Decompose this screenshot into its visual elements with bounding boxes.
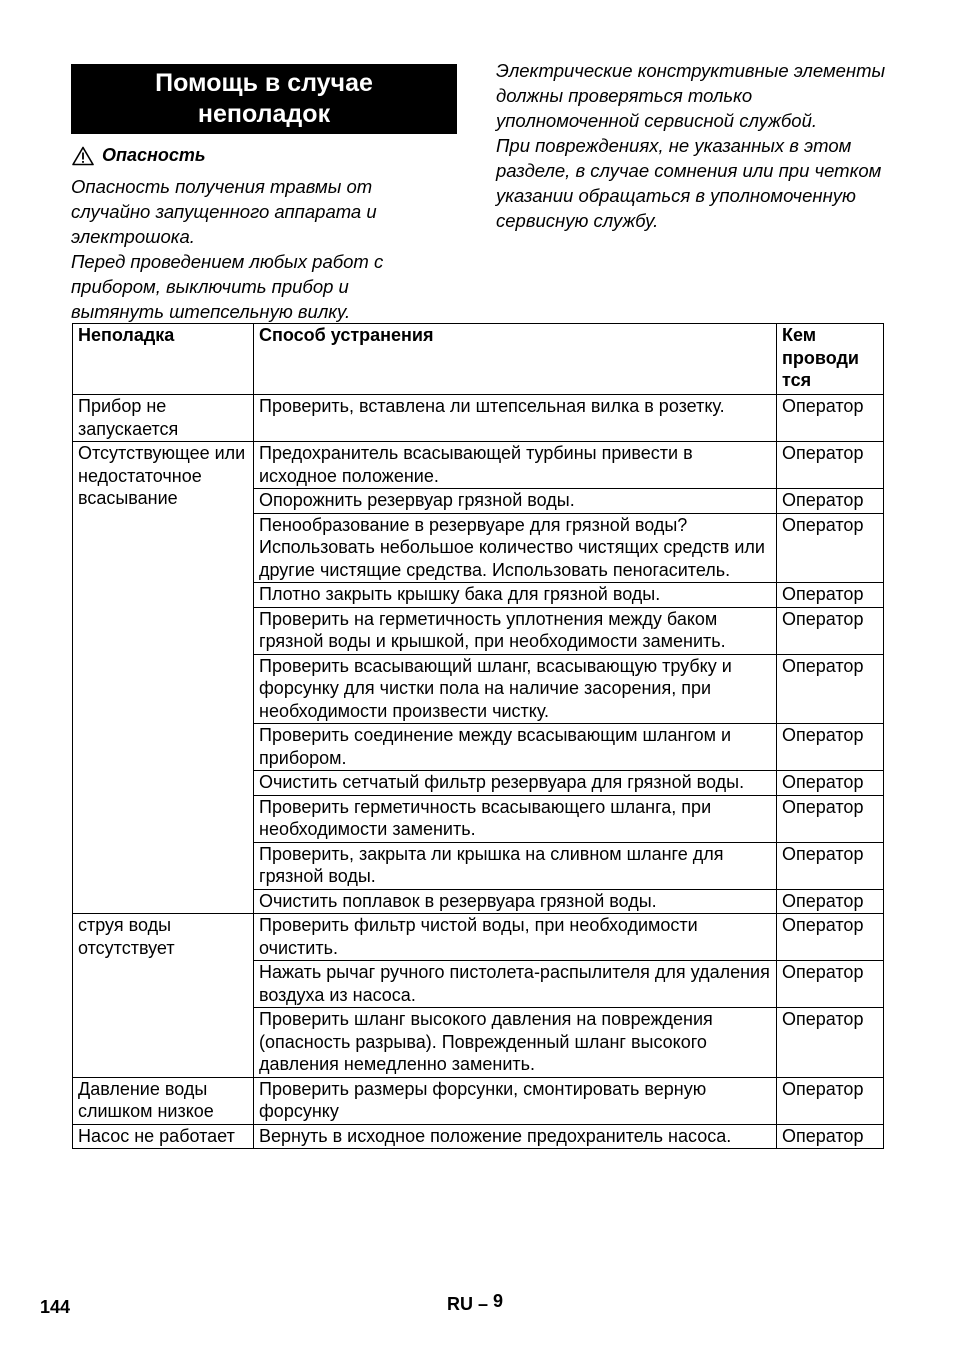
who-cell: Оператор — [777, 842, 884, 889]
who-cell: Оператор — [777, 1124, 884, 1149]
footer-dash: – — [478, 1294, 489, 1314]
service-note-paragraph-2: При повреждениях, не указанных в этом разделе, в случае сомнения или при четком указании обращаться в уполномоченную сервисную службу. — [496, 135, 882, 231]
remedy-cell: Проверить всасывающий шланг, всасывающую трубку и форсунку для чистки пола на наличие засорения, при необходимости произвести чистку. — [254, 654, 777, 724]
who-cell: Оператор — [777, 961, 884, 1008]
danger-paragraph-1: Опасность получения травмы от случайно запущенного аппарата и электрошока. — [71, 176, 377, 247]
who-cell: Оператор — [777, 654, 884, 724]
who-cell: Оператор — [777, 795, 884, 842]
remedy-cell: Очистить поплавок в резервуара грязной воды. — [254, 889, 777, 914]
danger-heading — [72, 145, 206, 166]
service-note-paragraph-1: Электрические конструктивные элементы должны проверяться только уполномоченной сервисной службой. — [496, 60, 886, 131]
page-number: 144 — [40, 1297, 71, 1317]
header-fault: Неполадка — [73, 324, 254, 395]
table-header-row — [73, 324, 884, 395]
fault-cell: Прибор не запускается — [73, 395, 254, 442]
who-cell: Оператор — [777, 1077, 884, 1124]
remedy-cell: Вернуть в исходное положение предохранитель насоса. — [254, 1124, 777, 1149]
remedy-cell: Проверить фильтр чистой воды, при необходимости очистить. — [254, 914, 777, 961]
danger-title: Опасность — [102, 145, 206, 165]
remedy-cell: Проверить на герметичность уплотнения между баком грязной воды и крышкой, при необходимости заменить. — [254, 607, 777, 654]
table-row — [73, 395, 884, 442]
remedy-cell: Проверить герметичность всасывающего шланга, при необходимости заменить. — [254, 795, 777, 842]
remedy-cell: Проверить соединение между всасывающим шлангом и прибором. — [254, 724, 777, 771]
section-heading-line1: Помощь в случае — [155, 69, 373, 97]
table-row — [73, 442, 884, 489]
remedy-cell: Предохранитель всасывающей турбины привести в исходное положение. — [254, 442, 777, 489]
danger-text — [71, 174, 443, 324]
who-cell: Оператор — [777, 1008, 884, 1078]
warning-triangle-icon — [72, 146, 94, 166]
fault-cell: Отсутствующее или недостаточное всасывание — [73, 442, 254, 914]
header-remedy: Способ устранения — [254, 324, 777, 395]
remedy-cell: Опорожнить резервуар грязной воды. — [254, 489, 777, 514]
who-cell: Оператор — [777, 442, 884, 489]
remedy-cell: Нажать рычаг ручного пистолета-распылителя для удаления воздуха из насоса. — [254, 961, 777, 1008]
table-row — [73, 1124, 884, 1149]
who-cell: Оператор — [777, 889, 884, 914]
who-cell: Оператор — [777, 724, 884, 771]
remedy-cell: Проверить, закрыта ли крышка на сливном шланге для грязной воды. — [254, 842, 777, 889]
section-heading-line2: неполадок — [197, 100, 331, 128]
service-note — [496, 58, 888, 233]
table-row — [73, 1077, 884, 1124]
who-cell: Оператор — [777, 914, 884, 961]
who-cell: Оператор — [777, 771, 884, 796]
fault-cell: Насос не работает — [73, 1124, 254, 1149]
troubleshooting-table — [72, 323, 884, 1149]
header-who: Кем проводи тся — [777, 324, 884, 395]
who-cell: Оператор — [777, 513, 884, 583]
table-row — [73, 914, 884, 961]
fault-cell: струя воды отсутствует — [73, 914, 254, 1078]
who-cell: Оператор — [777, 489, 884, 514]
section-heading — [71, 64, 457, 134]
remedy-cell: Очистить сетчатый фильтр резервуара для грязной воды. — [254, 771, 777, 796]
footer-lang-page — [447, 1291, 504, 1315]
who-cell: Оператор — [777, 395, 884, 442]
footer-lang: RU — [447, 1294, 473, 1314]
remedy-cell: Проверить шланг высокого давления на повреждения (опасность разрыва). Поврежденный шланг высокого давления немедленно заменить. — [254, 1008, 777, 1078]
footer-lang-number: 9 — [493, 1291, 504, 1311]
who-cell: Оператор — [777, 607, 884, 654]
remedy-cell: Плотно закрыть крышку бака для грязной воды. — [254, 583, 777, 608]
danger-paragraph-2: Перед проведением любых работ с прибором, выключить прибор и вытянуть штепсельную вилку. — [71, 251, 384, 322]
remedy-cell: Проверить, вставлена ли штепсельная вилка в розетку. — [254, 395, 777, 442]
who-cell: Оператор — [777, 583, 884, 608]
remedy-cell: Пенообразование в резервуаре для грязной воды? Использовать небольшое количество чистящих средств или другие чистящие средства. Использовать пеногаситель. — [254, 513, 777, 583]
fault-cell: Давление воды слишком низкое — [73, 1077, 254, 1124]
remedy-cell: Проверить размеры форсунки, смонтировать верную форсунку — [254, 1077, 777, 1124]
